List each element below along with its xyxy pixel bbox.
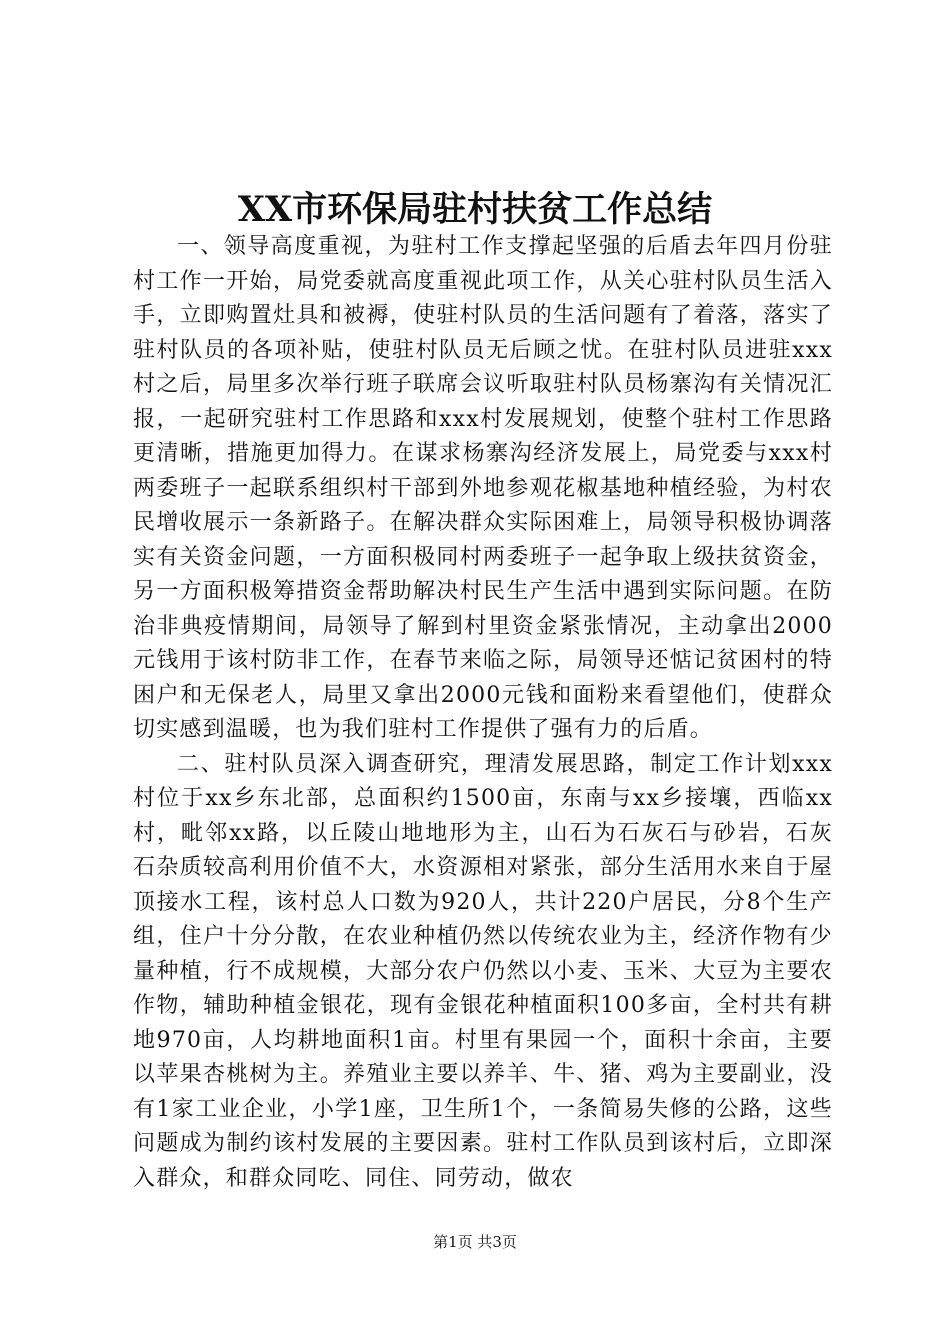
document-body	[133, 230, 833, 1196]
document-title: XX市环保局驻村扶贫工作总结	[237, 189, 713, 230]
paragraph-1: 一、领导高度重视，为驻村工作支撑起坚强的后盾去年四月份驻村工作一开始，局党委就高度重视此项工作，从关心驻村队员生活入手，立即购置灶具和被褥，使驻村队员的生活问题有了着落，落实了驻村队员的各项补贴，使驻村队员无后顾之忧。在驻村队员进驻xxx村之后，局里多次举行班子联席会议听取驻村队员杨寨沟有关情况汇报，一起研究驻村工作思路和xxx村发展规划，使整个驻村工作思路更清晰，措施更加得力。在谋求杨寨沟经济发展上，局党委与xxx村两委班子一起联系组织村干部到外地参观花椒基地种植经验，为村农民增收展示一条新路子。在解决群众实际困难上，局领导积极协调落实有关资金问题，一方面积极同村两委班子一起争取上级扶贫资金，另一方面积极筹措资金帮助解决村民生产生活中遇到实际问题。在防治非典疫情期间，局领导了解到村里资金紧张情况，主动拿出2000元钱用于该村防非工作，在春节来临之际，局领导还惦记贫困村的特困户和无保老人，局里又拿出2000元钱和面粉来看望他们，使群众切实感到温暖，也为我们驻村工作提供了强有力的后盾。	[133, 234, 833, 742]
paragraph-2: 二、驻村队员深入调查研究，理清发展思路，制定工作计划xxx村位于xx乡东北部，总面积约1500亩，东南与xx乡接壤，西临xx村，毗邻xx路，以丘陵山地地形为主，山石为石灰石与砂岩，石灰石杂质较高利用价值不大，水资源相对紧张，部分生活用水来自于屋顶接水工程，该村总人口数为920人，共计220户居民，分8个生产组，住户十分分散，在农业种植仍然以传统农业为主，经济作物有少量种植，行不成规模，大部分农户仍然以小麦、玉米、大豆为主要农作物，辅助种植金银花，现有金银花种植面积100多亩，全村共有耕地970亩，人均耕地面积1亩。村里有果园一个，面积十余亩，主要以苹果杏桃树为主。养殖业主要以养羊、牛、猪、鸡为主要副业，没有1家工业企业，小学1座，卫生所1个，一条简易失修的公路，这些问题成为制约该村发展的主要因素。驻村工作队员到该村后，立即深入群众，和群众同吃、同住、同劳动，做农	[133, 751, 833, 1191]
page-number-footer: 第1页 共3页	[433, 1233, 517, 1251]
